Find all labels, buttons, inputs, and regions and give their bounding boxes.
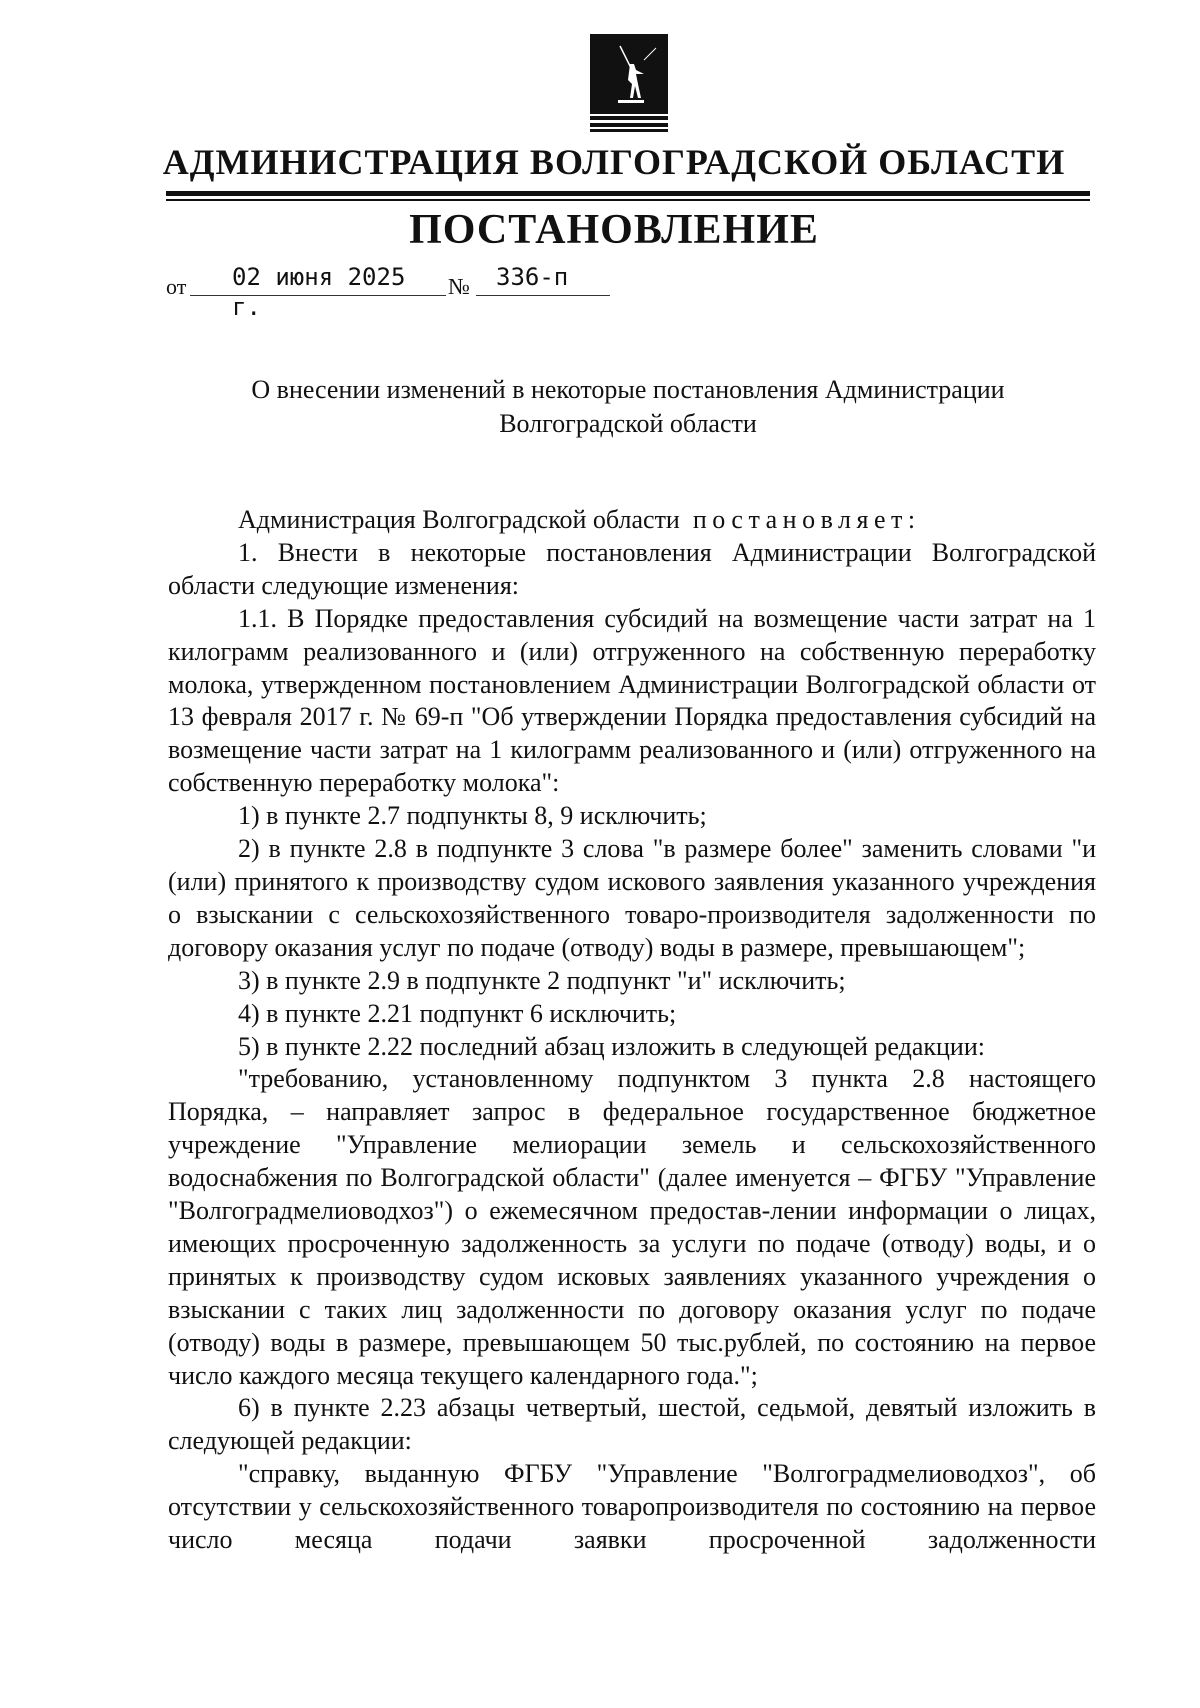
document-type-title: ПОСТАНОВЛЕНИЕ bbox=[409, 207, 819, 253]
preamble-agent: Администрация Волгоградской области bbox=[238, 505, 680, 534]
body-paragraph: "справку, выданную ФГБУ "Управление "Волгоградмелиоводхоз", об отсутствии у сельскохозяйственного товаропроизводителя по состоянию на первое число месяца подачи заявки просроченной задолженности bbox=[168, 1459, 1096, 1555]
number-prefix: № bbox=[448, 274, 470, 299]
date-prefix: от bbox=[166, 274, 187, 299]
body-paragraph: 1. Внести в некоторые постановления Администрации Волгоградской области следующие изменения: bbox=[168, 537, 1096, 600]
body-paragraph: 6) в пункте 2.23 абзацы четвертый, шестой, седьмой, девятый изложить в следующей редакции: bbox=[168, 1393, 1096, 1456]
subject-line-2: Волгоградской области bbox=[499, 409, 757, 438]
preamble bbox=[168, 504, 1096, 537]
document-date: 02 июня 2025 г. bbox=[190, 262, 446, 296]
body-paragraph: 5) в пункте 2.22 последний абзац изложить в следующей редакции: bbox=[238, 1031, 985, 1061]
preamble-verb: постановляет: bbox=[692, 505, 921, 534]
document-number: 336-п bbox=[476, 262, 610, 296]
body-paragraph: 1) в пункте 2.7 подпункты 8, 9 исключить; bbox=[238, 801, 707, 831]
header-rule-thick bbox=[166, 191, 1090, 196]
document-body bbox=[168, 504, 1096, 1557]
header-rule-thin bbox=[166, 199, 1090, 201]
volgograd-region-emblem-icon bbox=[590, 34, 668, 132]
organization-title: АДМИНИСТРАЦИЯ ВОЛГОГРАДСКОЙ ОБЛАСТИ bbox=[162, 142, 1066, 182]
body-paragraph: 3) в пункте 2.9 в подпункте 2 подпункт "и" исключить; bbox=[238, 965, 846, 995]
subject-line-1: О внесении изменений в некоторые постановления Администрации bbox=[251, 375, 1005, 404]
body-paragraph: 1.1. В Порядке предоставления субсидий на возмещение части затрат на 1 килограмм реализованного и (или) отгруженного на собственную переработку молока, утвержденном постановлением Администрации Волгоградской области от 13 февраля 2017 г. № 69-п "Об утверждении Порядка предоставления субсидий на возмещение части затрат на 1 килограмм реализованного и (или) отгруженного на собственную переработку молока": bbox=[168, 603, 1096, 798]
document-subject bbox=[166, 373, 1090, 441]
body-paragraph: 2) в пункте 2.8 в подпункте 3 слова "в размере более" заменить словами "и (или) принятого к производству судом искового заявления указанного учреждения о взыскании с сельскохозяйственного товаро-производителя задолженности по договору оказания услуг по подаче (отводу) воды в размере, превышающем"; bbox=[168, 834, 1096, 962]
body-paragraph: 4) в пункте 2.21 подпункт 6 исключить; bbox=[238, 998, 677, 1028]
body-paragraph: "требованию, установленному подпунктом 3 пункта 2.8 настоящего Порядка, – направляет запрос в федеральное государственное бюджетное учреждение "Управление мелиорации земель и сельскохозяйственного водоснабжения по Волгоградской области" (далее именуется – ФГБУ "Управление "Волгоградмелиоводхоз") о ежемесячном предостав-лении информации о лицах, имеющих просроченную задолженность за услуги по подаче (отводу) воды, и о принятых к производству судом исковых заявлениях указанного учреждения о взыскании с таких лиц задолженности по договору оказания услуг по подаче (отводу) воды в размере, превышающем 50 тыс.рублей, по состоянию на первое число каждого месяца текущего календарного года."; bbox=[168, 1064, 1096, 1390]
